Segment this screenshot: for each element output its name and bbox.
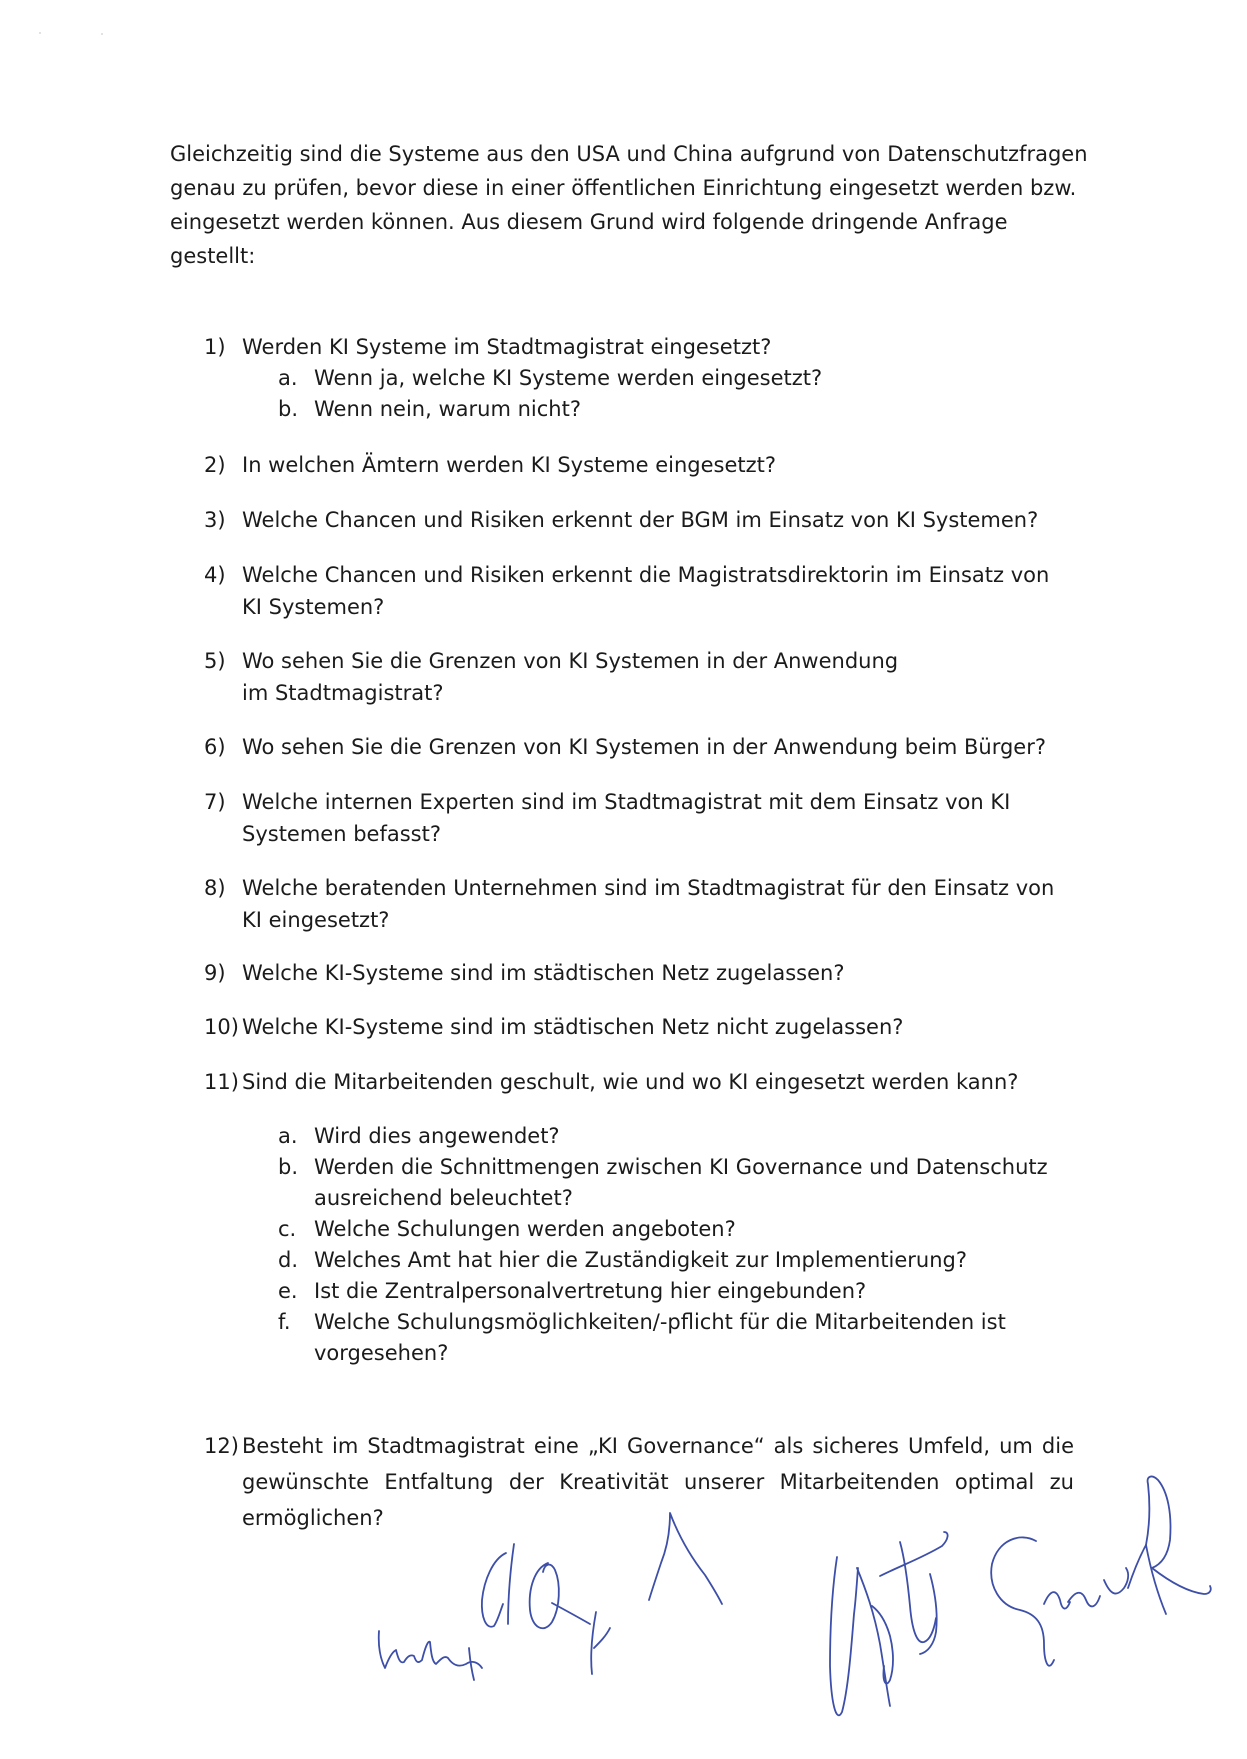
- question-number: 12): [204, 1434, 239, 1458]
- question-number: 3): [204, 508, 226, 532]
- sub-letter: d.: [278, 1248, 299, 1272]
- question-text: Sind die Mitarbeitenden geschult, wie und wo KI eingesetzt werden kann?: [242, 1070, 1019, 1094]
- question-8: [204, 872, 1074, 936]
- question-number: 5): [204, 649, 226, 673]
- sub-letter: f.: [278, 1310, 291, 1334]
- sub-text: Welches Amt hat hier die Zuständigkeit zur Implementierung?: [314, 1248, 968, 1272]
- question-text: Welche Chancen und Risiken erkennt der BGM im Einsatz von KI Systemen?: [242, 508, 1039, 532]
- question-text: Wo sehen Sie die Grenzen von KI Systemen in der Anwendung im Stadtmagistrat?: [242, 649, 899, 705]
- question-6: [204, 731, 1104, 763]
- question-text: Welche internen Experten sind im Stadtmagistrat mit dem Einsatz von KI Systemen befasst?: [242, 790, 1011, 846]
- sub-letter: a.: [278, 366, 298, 390]
- question-text: Welche Chancen und Risiken erkennt die Magistratsdirektorin im Einsatz von KI Systemen?: [242, 563, 1050, 619]
- sub-text: Welche Schulungen werden angeboten?: [314, 1217, 736, 1241]
- question-number: 8): [204, 876, 226, 900]
- sub-letter: e.: [278, 1279, 298, 1303]
- sub-letter: b.: [278, 1155, 299, 1179]
- question-5: [204, 645, 924, 709]
- scan-artifact: [30, 30, 110, 38]
- question-text: In welchen Ämtern werden KI Systeme eingesetzt?: [242, 453, 777, 477]
- question-number: 11): [204, 1070, 239, 1094]
- question-text: Welche beratenden Unternehmen sind im Stadtmagistrat für den Einsatz von KI eingesetzt?: [242, 876, 1055, 932]
- question-text: Welche KI-Systeme sind im städtischen Netz zugelassen?: [242, 961, 845, 985]
- question-number: 1): [204, 335, 226, 359]
- sub-text: Wenn nein, warum nicht?: [314, 397, 581, 421]
- question-text: Werden KI Systeme im Stadtmagistrat eingesetzt?: [242, 335, 772, 359]
- q1-sub-b: [278, 394, 958, 425]
- sub-letter: a.: [278, 1124, 298, 1148]
- sub-letter: b.: [278, 397, 299, 421]
- question-3: [204, 504, 1104, 536]
- question-number: 9): [204, 961, 226, 985]
- question-number: 7): [204, 790, 226, 814]
- sub-text: Welche Schulungsmöglichkeiten/-pflicht für die Mitarbeitenden ist vorgesehen?: [314, 1310, 1006, 1365]
- question-text: Welche KI-Systeme sind im städtischen Netz nicht zugelassen?: [242, 1015, 904, 1039]
- question-10: [204, 1011, 1064, 1043]
- sub-letter: c.: [278, 1217, 297, 1241]
- sub-text: Werden die Schnittmengen zwischen KI Governance und Datenschutz ausreichend beleuchtet?: [314, 1155, 1048, 1210]
- question-1: [204, 331, 984, 363]
- q11-sub-d: [278, 1245, 1058, 1276]
- question-11: [204, 1066, 1104, 1098]
- question-9: [204, 957, 1064, 989]
- q11-sub-b: [278, 1152, 1058, 1214]
- intro-paragraph: Gleichzeitig sind die Systeme aus den USA und China aufgrund von Datenschutzfragen genau zu prüfen, bevor diese in einer öffentlichen Einrichtung eingesetzt werden bzw. eingesetzt werden können. Aus diesem Grund wird folgende dringende Anfrage gestellt:: [170, 142, 1088, 268]
- q11-sub-a: [278, 1121, 1058, 1152]
- question-7: [204, 786, 1064, 850]
- question-12: [204, 1428, 1074, 1536]
- question-4: [204, 559, 1064, 623]
- sub-text: Wenn ja, welche KI Systeme werden eingesetzt?: [314, 366, 823, 390]
- question-number: 6): [204, 735, 226, 759]
- question-text: Wo sehen Sie die Grenzen von KI Systemen in der Anwendung beim Bürger?: [242, 735, 1047, 759]
- q1-sub-a: [278, 363, 958, 394]
- q11-sub-c: [278, 1214, 1058, 1245]
- question-number: 10): [204, 1015, 239, 1039]
- question-text: Besteht im Stadtmagistrat eine „KI Governance“ als sicheres Umfeld, um die gewünschte Entfaltung der Kreativität unserer Mitarbeitenden optimal zu ermöglichen?: [242, 1434, 1074, 1530]
- question-number: 4): [204, 563, 226, 587]
- q11-sub-f: [278, 1307, 1058, 1369]
- sub-text: Ist die Zentralpersonalvertretung hier eingebunden?: [314, 1279, 867, 1303]
- q11-sub-e: [278, 1276, 1058, 1307]
- question-number: 2): [204, 453, 226, 477]
- sub-text: Wird dies angewendet?: [314, 1124, 560, 1148]
- question-2: [204, 449, 1064, 481]
